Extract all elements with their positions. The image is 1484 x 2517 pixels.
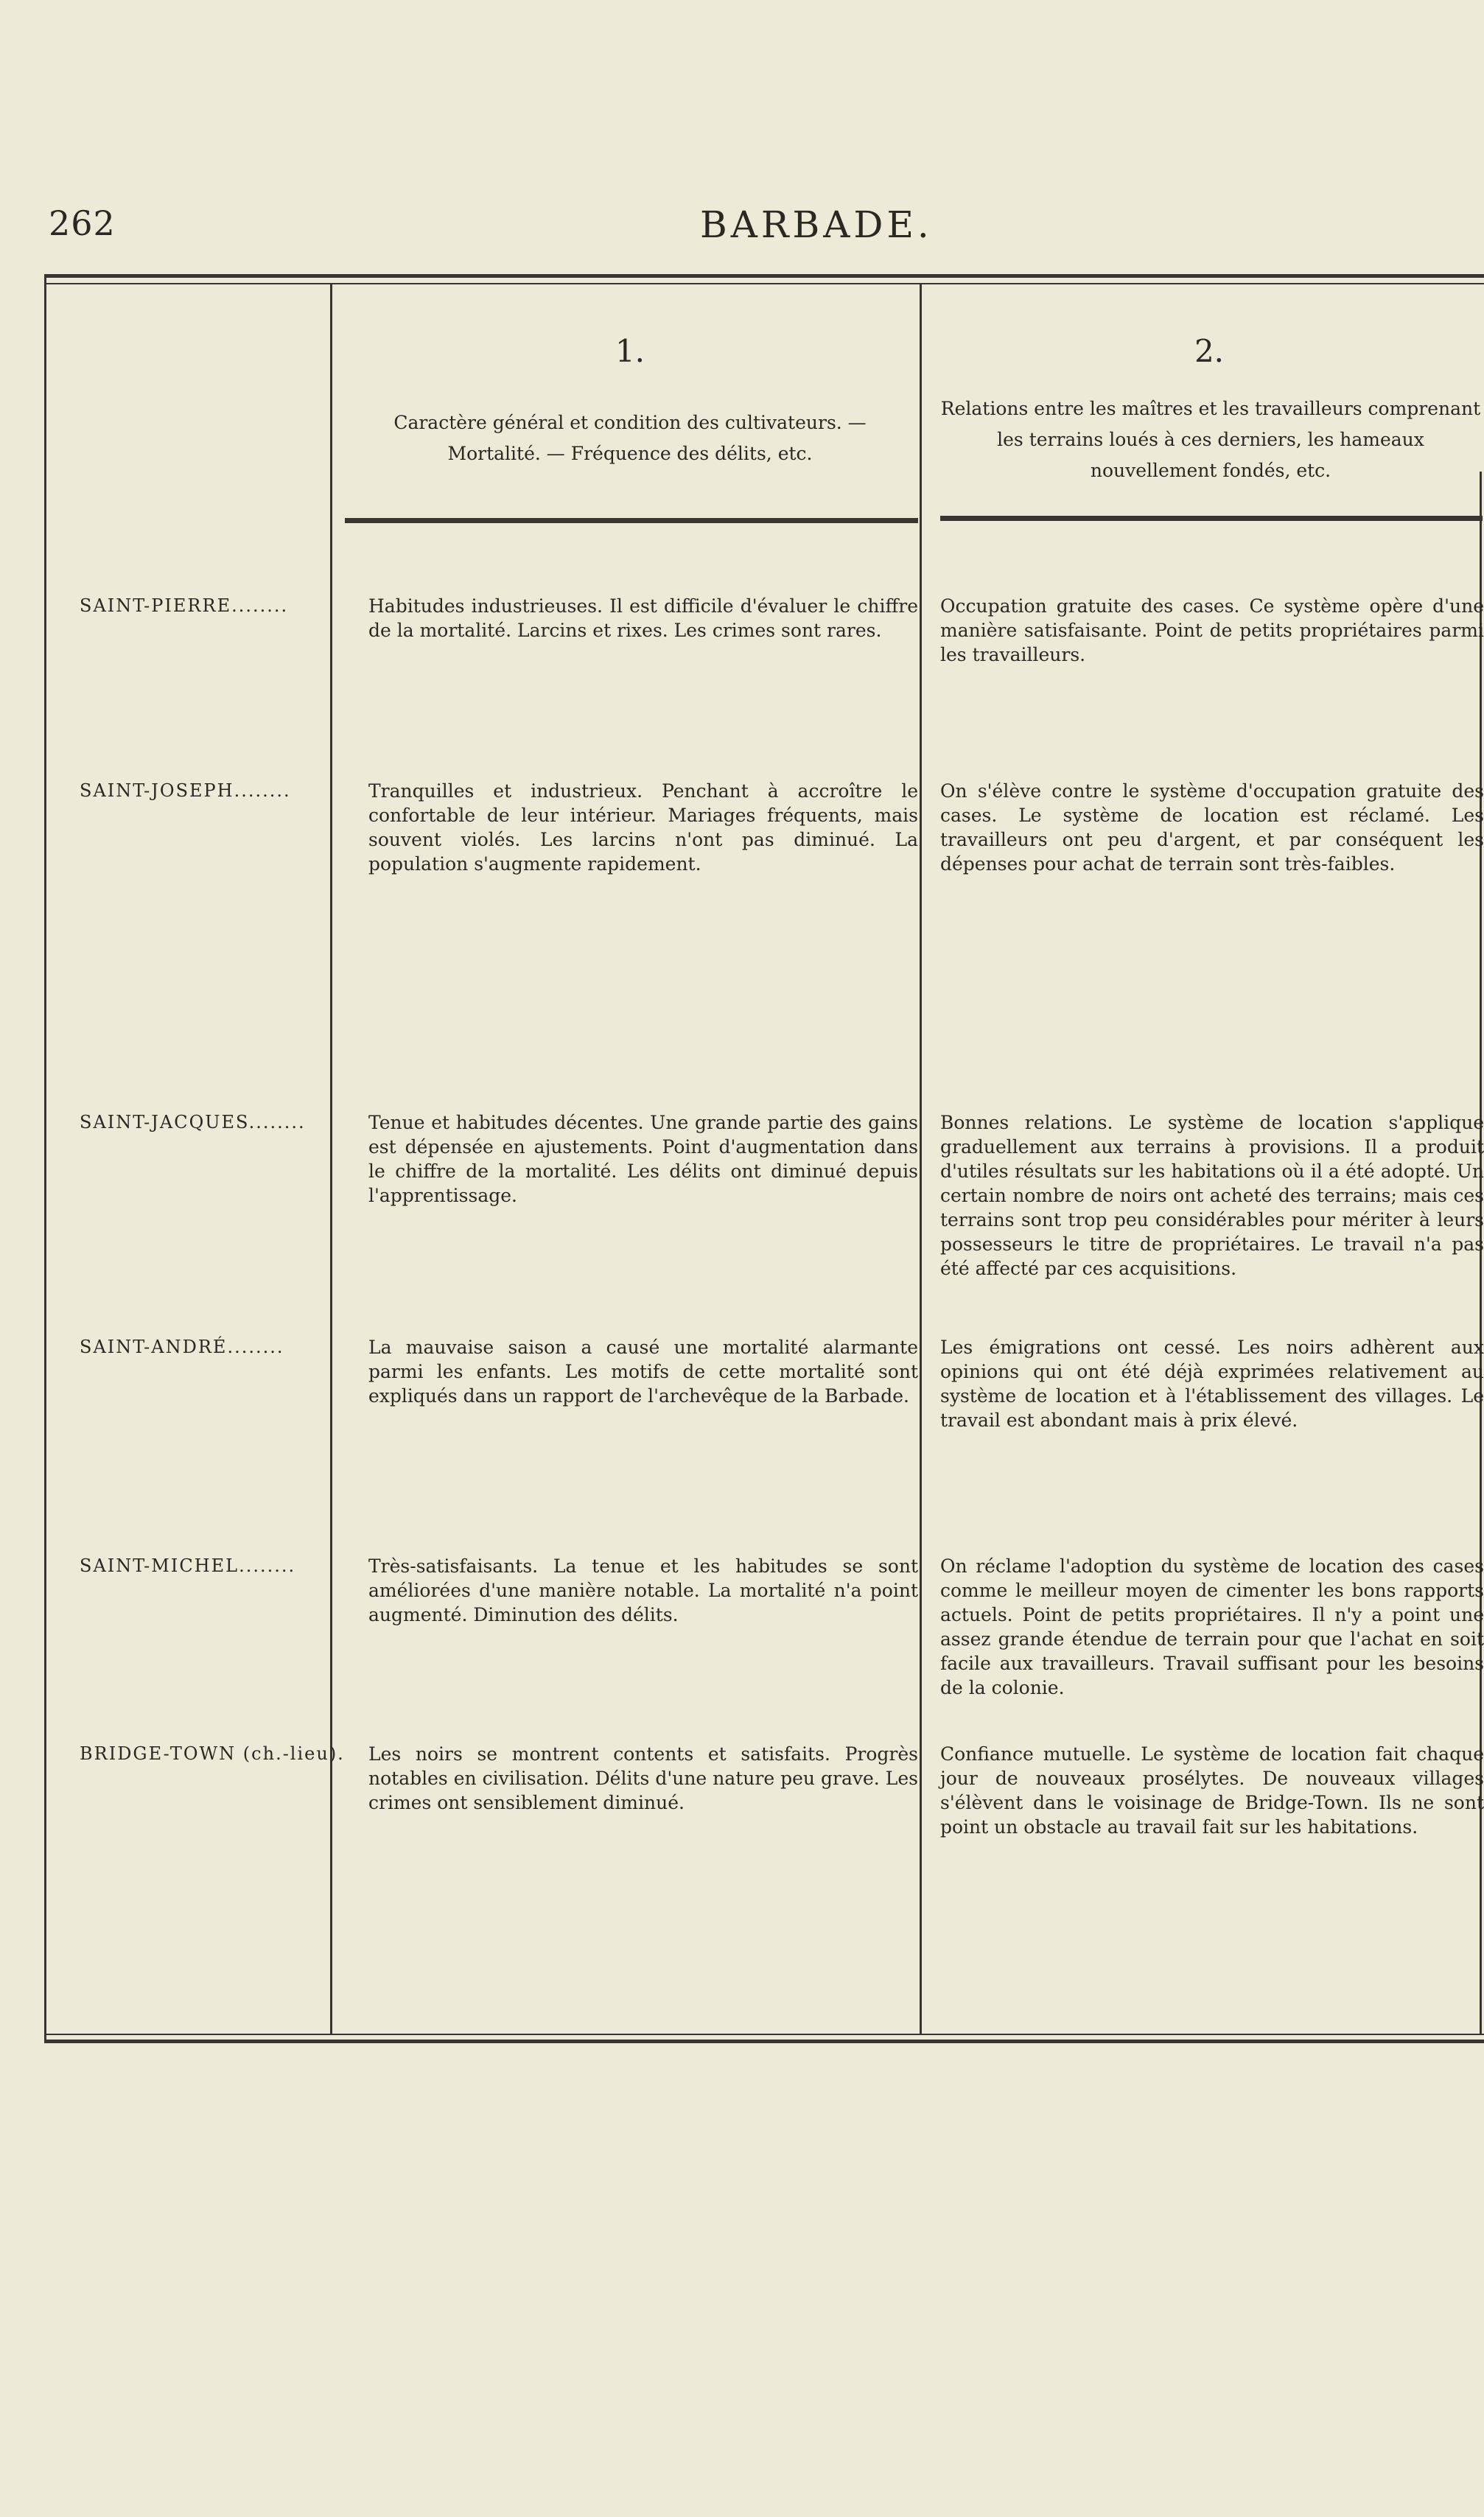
table-cell-col2: Les émigrations ont cessé. Les noirs adhèrent aux opinions qui ont été déjà exprimées relativement au système de location et à l'établissement des villages. Le travail est abondant mais à prix élevé. bbox=[940, 1337, 1484, 1431]
row-label: SAINT-JOSEPH........ bbox=[80, 780, 291, 801]
table-cell-col1: La mauvaise saison a causé une mortalité alarmante parmi les enfants. Les motifs de cette mortalité sont expliqués dans un rapport de l'archevêque de la Barbade. bbox=[368, 1337, 918, 1407]
top-rule-thin bbox=[44, 283, 1484, 284]
left-border bbox=[44, 274, 46, 2043]
header-underline-2 bbox=[940, 516, 1483, 521]
column-divider-1 bbox=[330, 284, 332, 2035]
column-heading-2: Relations entre les maîtres et les travailleurs comprenant les terrains loués à ces derniers, les hameaux nouvellement fondés, etc. bbox=[940, 398, 1481, 481]
table-cell-col1: Tenue et habitudes décentes. Une grande partie des gains est dépensée en ajustements. Point d'augmentation dans le chiffre de la mortalité. Les délits ont diminué depuis l'apprentissage. bbox=[368, 1112, 918, 1206]
table-cell-col2: On s'élève contre le système d'occupation gratuite des cases. Le système de location est réclamé. Les travailleurs ont peu d'argent, et par conséquent les dépenses pour achat de terrain sont très-faibles. bbox=[940, 780, 1484, 875]
page-title: BARBADE. bbox=[700, 203, 933, 246]
table-cell-col2: On réclame l'adoption du système de location des cases comme le meilleur moyen de cimenter les bons rapports actuels. Point de petits propriétaires. Il n'y a point une assez grande étendue de terrain pour que l'achat en soit facile aux travailleurs. Travail suffisant pour les besoins de la colonie. bbox=[940, 1555, 1484, 1698]
row-label: SAINT-JACQUES........ bbox=[80, 1112, 306, 1133]
table-cell-col1: Très-satisfaisants. La tenue et les habitudes se sont améliorées d'une manière notable. La mortalité n'a point augmenté. Diminution des délits. bbox=[368, 1555, 918, 1625]
column-divider-2 bbox=[920, 284, 922, 2035]
row-label: SAINT-ANDRÉ........ bbox=[80, 1337, 284, 1357]
top-rule bbox=[44, 274, 1484, 278]
table-cell-col1: Les noirs se montrent contents et satisfaits. Progrès notables en civilisation. Délits d'une nature peu grave. Les crimes ont sensiblement diminué. bbox=[368, 1743, 918, 1813]
table-cell-col1: Tranquilles et industrieux. Penchant à accroître le confortable de leur intérieur. Mariages fréquents, mais souvent violés. Les larcins n'ont pas diminué. La population s'augmente rapidement. bbox=[368, 780, 918, 875]
row-label: BRIDGE-TOWN (ch.-lieu). bbox=[80, 1743, 345, 1764]
bottom-rule bbox=[44, 2040, 1484, 2043]
row-label: SAINT-MICHEL........ bbox=[80, 1555, 296, 1576]
column-heading-1: Caractère général et condition des cultivateurs. — Mortalité. — Fréquence des délits, etc. bbox=[393, 412, 867, 464]
bottom-rule-thin bbox=[44, 2034, 1484, 2035]
table-cell-col2: Confiance mutuelle. Le système de location fait chaque jour de nouveaux prosélytes. De nouveaux villages s'élèvent dans le voisinage de Bridge-Town. Ils ne sont point un obstacle au travail fait sur les habitations. bbox=[940, 1743, 1484, 1838]
row-label: SAINT-PIERRE........ bbox=[80, 595, 289, 616]
table-cell-col2: Occupation gratuite des cases. Ce système opère d'une manière satisfaisante. Point de petits propriétaires parmi les travailleurs. bbox=[940, 595, 1484, 665]
header-underline-1 bbox=[345, 518, 918, 523]
table-cell-col2: Bonnes relations. Le système de location s'applique graduellement aux terrains à provisions. Il a produit d'utiles résultats sur les habitations où il a été adopté. Un certain nombre de noirs ont acheté des terrains; mais ces terrains sont trop peu considérables pour mériter à leurs possesseurs le titre de propriétaires. Le travail n'a pas été affecté par ces acquisitions. bbox=[940, 1112, 1484, 1279]
column-number-1: 1. bbox=[615, 333, 645, 369]
table-cell-col1: Habitudes industrieuses. Il est difficile d'évaluer le chiffre de la mortalité. Larcins et rixes. Les crimes sont rares. bbox=[368, 595, 918, 641]
page-number: 262 bbox=[49, 203, 116, 243]
column-number-2: 2. bbox=[1194, 333, 1225, 369]
